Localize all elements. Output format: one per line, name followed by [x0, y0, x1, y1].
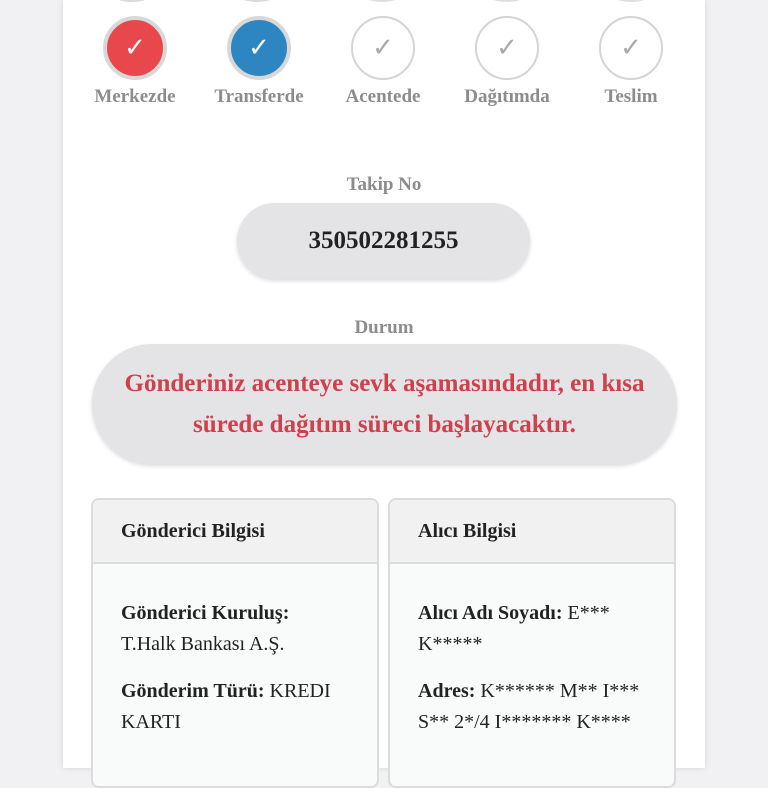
recipient-name-label: Alıcı Adı Soyadı: — [418, 602, 563, 624]
sender-info-panel — [91, 498, 379, 788]
step-acentede — [323, 16, 443, 108]
tracking-number-label: Takip No — [346, 174, 422, 195]
tracking-number[interactable]: 350502281255 — [237, 203, 530, 279]
step-label: Dağıtımda — [464, 86, 550, 107]
sender-organization-value: T.Halk Bankası A.Ş. — [121, 633, 285, 655]
step-dagitimda — [447, 16, 567, 108]
step-teslim — [571, 16, 691, 108]
step-label: Transferde — [214, 86, 304, 107]
recipient-address-label: Adres: — [418, 680, 476, 702]
check-icon: ✓ — [599, 16, 663, 80]
step-label: Teslim — [604, 86, 658, 107]
shipment-type — [121, 676, 355, 738]
shipment-type-value: KREDI KARTI — [121, 680, 331, 733]
sender-organization — [121, 598, 355, 660]
recipient-name-value: E*** K***** — [418, 602, 610, 655]
status-message: Gönderiniz acenteye sevk aşamasındadır, en kısa sürede dağıtım süreci başlayacaktır. — [92, 344, 677, 464]
shipment-type-label: Gönderim Türü: — [121, 680, 265, 702]
check-icon: ✓ — [351, 16, 415, 80]
status-label: Durum — [354, 317, 414, 338]
step-transferde — [199, 16, 319, 108]
sender-info-title: Gönderici Bilgisi — [93, 500, 377, 564]
recipient-info-title: Alıcı Bilgisi — [390, 500, 674, 564]
check-icon: ✓ — [103, 16, 167, 80]
check-icon: ✓ — [475, 16, 539, 80]
step-merkezde — [75, 16, 195, 108]
recipient-address-value: K****** M** I*** S** 2*/4 I******* K**** — [418, 680, 640, 733]
step-label: Acentede — [345, 86, 421, 107]
recipient-info-panel — [388, 498, 676, 788]
recipient-address — [418, 676, 652, 738]
recipient-name — [418, 598, 652, 660]
check-icon: ✓ — [227, 16, 291, 80]
sender-organization-label: Gönderici Kuruluş: — [121, 602, 290, 624]
step-label: Merkezde — [94, 86, 176, 107]
